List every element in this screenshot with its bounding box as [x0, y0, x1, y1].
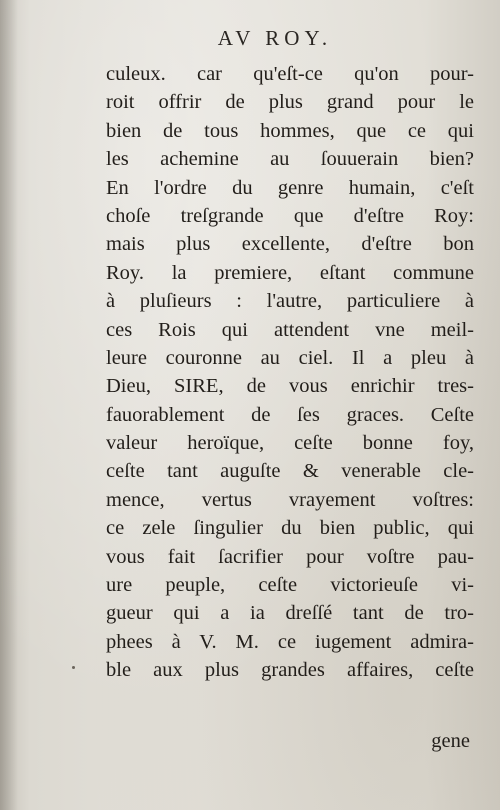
text-line: roit offrir de plus grand pour le	[106, 91, 474, 114]
text-line: mais plus excellente, d'eſtre bon	[106, 233, 474, 256]
text-line: mence, vertus vrayement voſtres:	[106, 488, 474, 511]
text-line: leure couronne au ciel. Il a pleu à	[106, 346, 474, 369]
text-line: ceſte tant auguſte & venerable cle-	[106, 460, 474, 483]
text-line: ce zele ſingulier du bien public, qui	[106, 517, 474, 540]
text-line: à pluſieurs : l'autre, particuliere à	[106, 290, 474, 313]
text-line: bien de tous hommes, que ce qui	[106, 119, 474, 142]
text-line: phees à V. M. ce iugement admira-	[106, 630, 474, 653]
text-line: Dieu, SIRE, de vous enrichir tres-	[106, 375, 474, 398]
text-line: culeux. car qu'eſt-ce qu'on pour-	[106, 63, 474, 85]
catchword: gene	[431, 730, 470, 752]
text-line: En l'ordre du genre humain, c'eſt	[106, 176, 474, 199]
text-line: gueur qui a ia dreſſé tant de tro-	[106, 602, 474, 625]
running-head: AV ROY.	[217, 26, 333, 50]
gutter-shadow	[0, 0, 18, 810]
text-line: vous fait ſacrifier pour voſtre pau-	[106, 545, 474, 568]
text-line: ces Rois qui attendent vne meil-	[106, 318, 474, 341]
text-line: choſe treſgrande que d'eſtre Roy:	[106, 204, 474, 227]
text-line: ble aux plus grandes affaires, ceſte	[106, 659, 474, 682]
text-line: ure peuple, ceſte victorieuſe vi-	[106, 574, 474, 597]
text-line: fauorablement de ſes graces. Ceſte	[106, 403, 474, 426]
text-line: valeur heroïque, ceſte bonne foy,	[106, 432, 474, 455]
ink-speck	[72, 666, 75, 669]
text-line: les achemine au ſouuerain bien?	[106, 148, 474, 171]
text-line: Roy. la premiere, eſtant commune	[106, 261, 474, 284]
body-text	[106, 60, 474, 685]
